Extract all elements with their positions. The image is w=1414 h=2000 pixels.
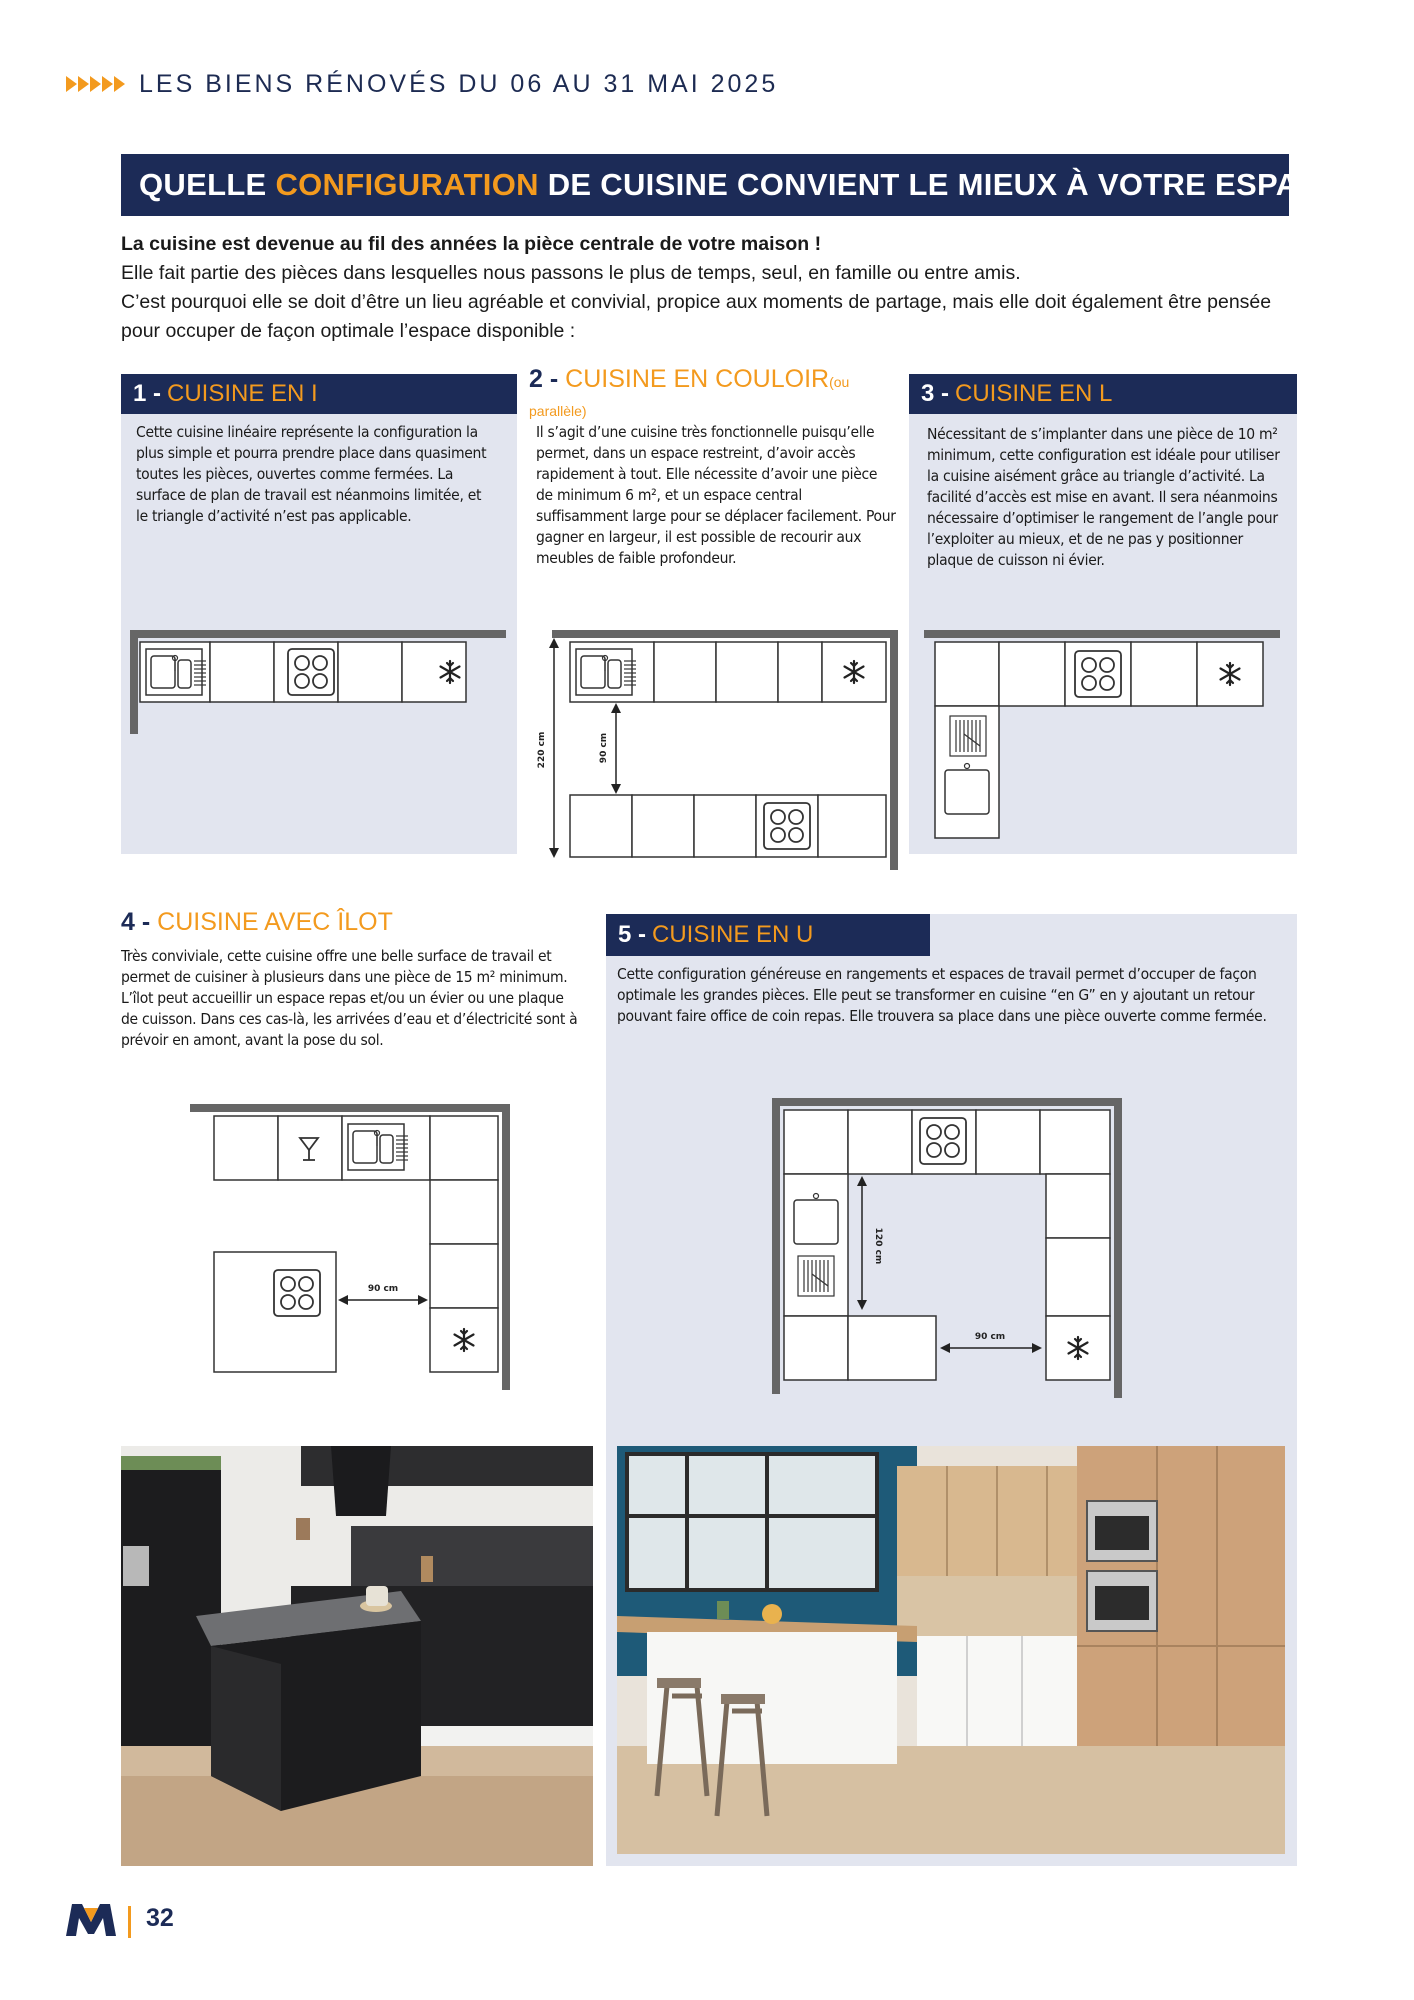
sink-icon: [146, 649, 206, 695]
section-1-text: Cette cuisine linéaire représente la configuration la plus simple et pourra prendre place dans quasiment toutes les pièces, ouvertes comme fermées. La surface de plan de travail est néanmoins limitée, et le triangle d’activité n’est pas applicable.: [136, 423, 487, 525]
section-4-number: 4 -: [121, 907, 151, 936]
section-1-title: CUISINE EN I: [167, 380, 318, 407]
title-banner: [121, 154, 1371, 216]
hob-icon: [920, 1118, 966, 1164]
section-2-subtitle: (ou parallèle): [529, 374, 850, 419]
section-1-header: [121, 374, 517, 414]
hob-icon: [274, 1270, 320, 1316]
section-3-text: Nécessitant de s’implanter dans une pièce de 10 m² minimum, cette configuration est idéale pour utiliser la cuisine aisément grâce au triangle d’activité. La facilité d’accès est mise en avant. Il sera néanmoins nécessaire d’optimiser le rangement de l’angle pour l’exploiter au mieux, et de ne pas y positionner plaque de cuisson ni évier.: [927, 425, 1280, 569]
section-2-title: CUISINE EN COULOIR: [565, 365, 830, 393]
banner-part2: DE CUISINE CONVIENT LE MIEUX À VOTRE ESPACE ?: [538, 167, 1371, 202]
section-2-heading: [529, 365, 901, 419]
dim-90-label: 90 cm: [599, 732, 609, 764]
intro-bold: La cuisine est devenue au fil des années la pièce centrale de votre maison !: [121, 233, 822, 255]
hob-icon: [1075, 651, 1121, 697]
cuisine-en-l-diagram: [920, 628, 1290, 848]
dim-220-label: 220 cm: [537, 731, 547, 769]
dim-90-label: 90 cm: [974, 1332, 1006, 1342]
sink-icon: [576, 649, 636, 695]
photo-black-island-kitchen: [121, 1446, 593, 1866]
hob-icon: [764, 803, 810, 849]
drainer-icon: [950, 716, 986, 756]
sink-icon: [945, 764, 989, 815]
brand-logo-icon: [66, 1902, 116, 1938]
chevrons-icon: [66, 76, 125, 92]
cuisine-en-couloir-diagram: [537, 628, 900, 873]
drainer-icon: [798, 1256, 834, 1296]
section-3-title: CUISINE EN L: [955, 380, 1113, 407]
sink-icon: [348, 1124, 408, 1170]
section-5-text: Cette configuration généreuse en rangements et espaces de travail permet d’occuper de façon optimale les grandes pièces. Elle peut se transformer en cuisine “en G” en y ajoutant un retour pouvant faire office de coin repas. Elle trouvera sa place dans une pièce ouverte comme fermée.: [617, 965, 1267, 1025]
intro-line3: C’est pourquoi elle se doit d’être un lieu agréable et convivial, propice aux moments de partage, mais elle doit également être pensée pour occuper de façon optimale l’espace disponible :: [121, 291, 1272, 342]
section-1-number: 1 -: [133, 380, 162, 407]
section-2-text: Il s’agit d’une cuisine très fonctionnelle puisqu’elle permet, dans un espace restreint, d’avoir accès rapidement à tout. Elle nécessite d’avoir une pièce de minimum 6 m², et un espace central suffisamment large pour se déplacer facilement. Pour gagner en largeur, il est possible de recourir aux meubles de faible profondeur.: [536, 423, 896, 567]
header-text: LES BIENS RÉNOVÉS DU 06 AU 31 MAI 2025: [139, 69, 779, 98]
banner-highlight: CONFIGURATION: [275, 167, 539, 202]
footer-separator: [128, 1906, 131, 1938]
page-number: 32: [146, 1904, 174, 1932]
dim-90-label: 90 cm: [367, 1284, 399, 1294]
section-5-title: CUISINE EN U: [652, 921, 814, 948]
section-5-number: 5 -: [618, 921, 647, 948]
section-4-heading: [121, 902, 591, 942]
section-4-title: CUISINE AVEC ÎLOT: [157, 907, 393, 936]
section-4-text: Très conviviale, cette cuisine offre une belle surface de travail et permet de cuisiner à plusieurs dans une pièce de 15 m² minimum. L’îlot peut accueillir un espace repas et/ou un évier ou une plaque de cuisson. Dans ces cas-là, les arrivées d’eau et d’électricité sont à prévoir en amont, avant la pose du sol.: [121, 947, 578, 1049]
intro-line2: Elle fait partie des pièces dans lesquelles nous passons le plus de temps, seul, en famille ou entre amis.: [121, 262, 1021, 284]
dim-120-label: 120 cm: [873, 1227, 883, 1265]
section-3-number: 3 -: [921, 380, 950, 407]
section-3-header: [909, 374, 1297, 414]
intro-paragraph: [121, 230, 1301, 346]
cuisine-en-i-diagram: [128, 628, 508, 738]
photo-wood-u-kitchen: [617, 1446, 1285, 1854]
section-5-header: [606, 914, 930, 956]
sink-icon: [794, 1194, 838, 1245]
cuisine-avec-ilot-diagram: [190, 1102, 520, 1392]
section-2-number: 2 -: [529, 365, 559, 393]
hob-icon: [288, 649, 334, 695]
page-header: [66, 66, 778, 102]
cuisine-en-u-diagram: [768, 1096, 1128, 1401]
banner-part1: QUELLE: [139, 167, 276, 202]
